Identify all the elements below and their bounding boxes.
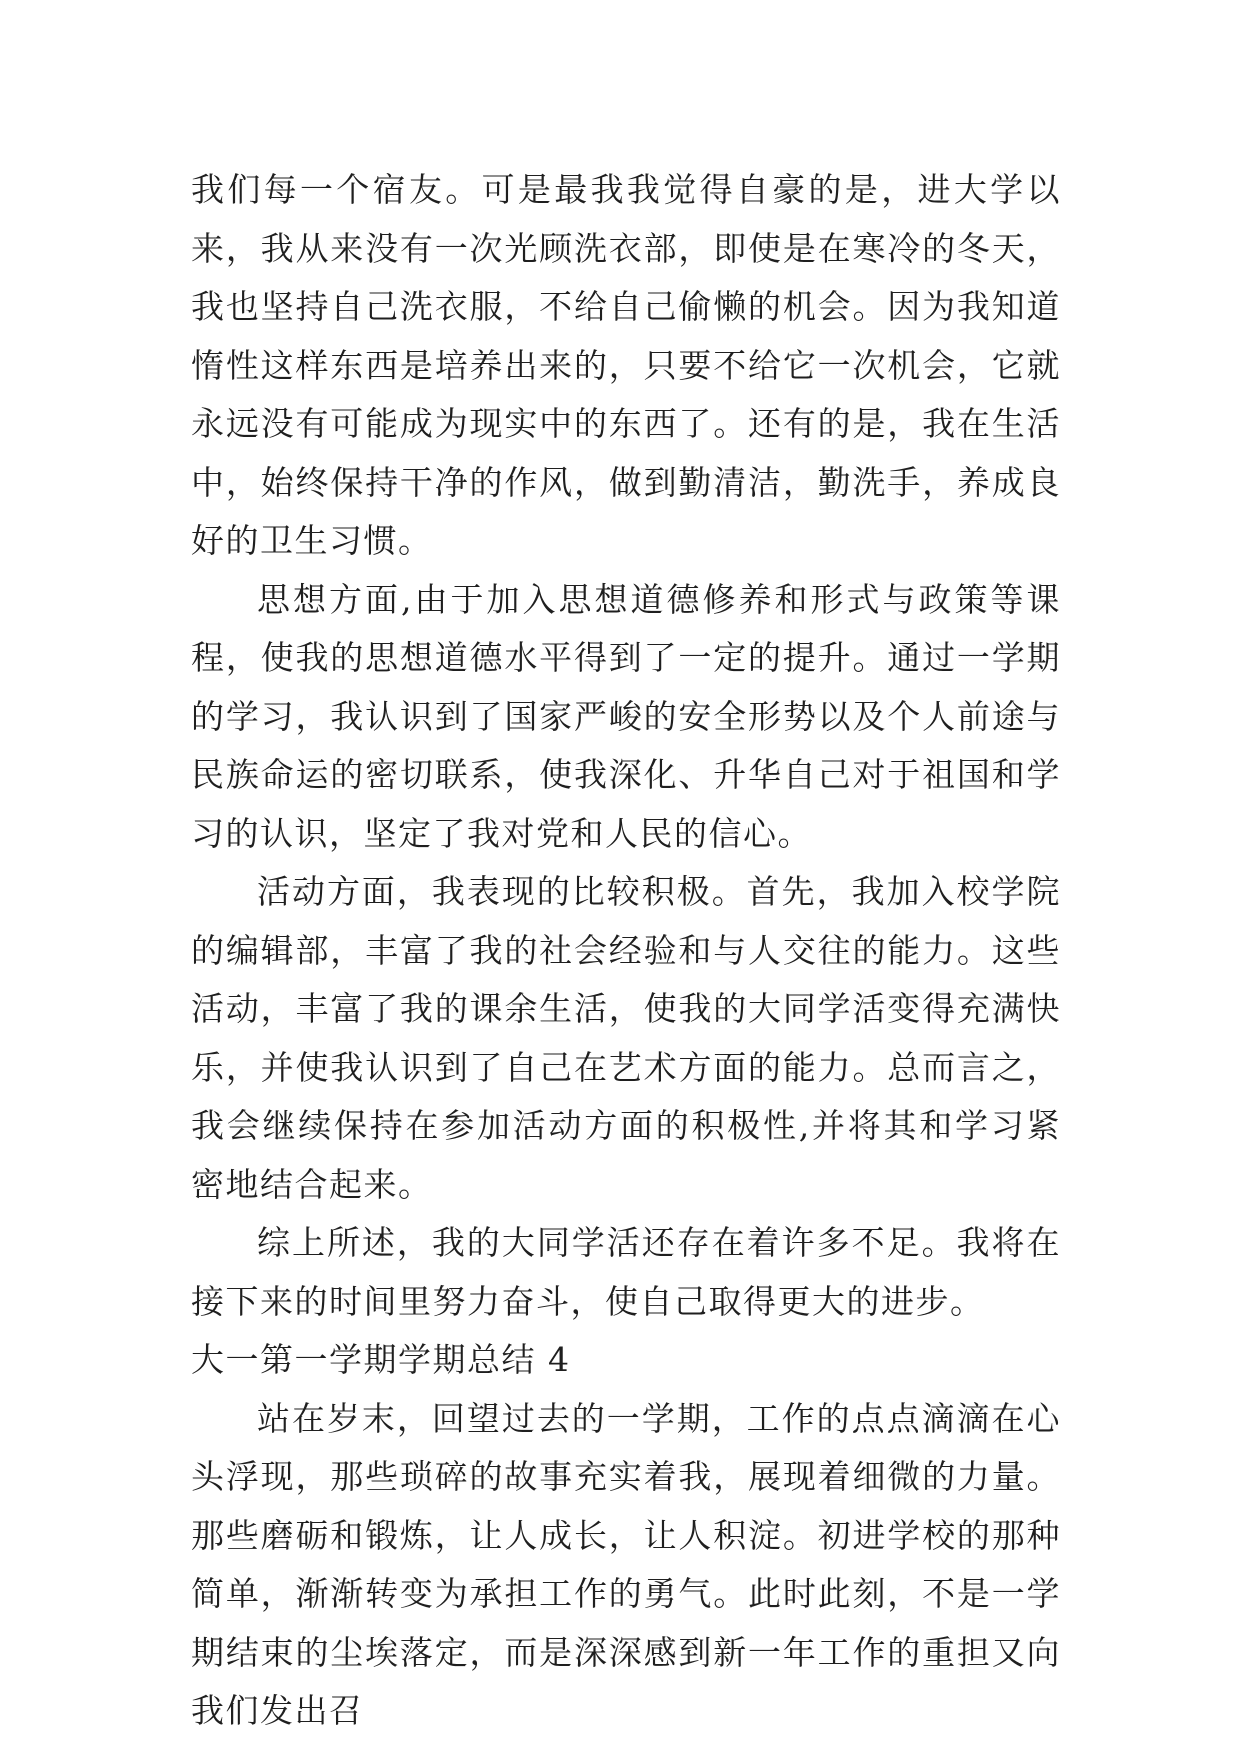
paragraph-activities: 活动方面，我表现的比较积极。首先，我加入校学院的编辑部，丰富了我的社会经验和与人交往的能力。这些活动，丰富了我的课余生活，使我的大同学活变得充满快乐，并使我认识到了自己在艺术方面的能力。总而言之，我会继续保持在参加活动方面的积极性,并将其和学习紧密地结合起来。 [191, 872, 1061, 1204]
paragraph-reflection: 站在岁末，回望过去的一学期，工作的点点滴滴在心头浮现，那些琐碎的故事充实着我，展现着细微的力量。那些磨砺和锻炼，让人成长，让人积淀。初进学校的那种简单，渐渐转变为承担工作的勇气。此时此刻，不是一学期结束的尘埃落定，而是深深感到新一年工作的重担又向我们发出召 [191, 1398, 1061, 1730]
section-heading: 大一第一学期学期总结 4 [191, 1340, 571, 1379]
paragraph-continuation: 我们每一个宿友。可是最我我觉得自豪的是，进大学以来，我从来没有一次光顾洗衣部，即使是在寒冷的冬天，我也坚持自己洗衣服，不给自己偷懒的机会。因为我知道惰性这样东西是培养出来的，只要不给它一次机会，它就永远没有可能成为现实中的东西了。还有的是，我在生活中，始终保持干净的作风，做到勤清洁，勤洗手，养成良好的卫生习惯。 [191, 170, 1061, 560]
paragraph-thought: 思想方面,由于加入思想道德修养和形式与政策等课程，使我的思想道德水平得到了一定的提升。通过一学期的学习，我认识到了国家严峻的安全形势以及个人前途与民族命运的密切联系，使我深化、升华自己对于祖国和学习的认识，坚定了我对党和人民的信心。 [191, 579, 1061, 853]
paragraph-summary: 综上所述，我的大同学活还存在着许多不足。我将在接下来的时间里努力奋斗，使自己取得更大的进步。 [191, 1223, 1061, 1321]
document-body [191, 161, 1061, 1741]
